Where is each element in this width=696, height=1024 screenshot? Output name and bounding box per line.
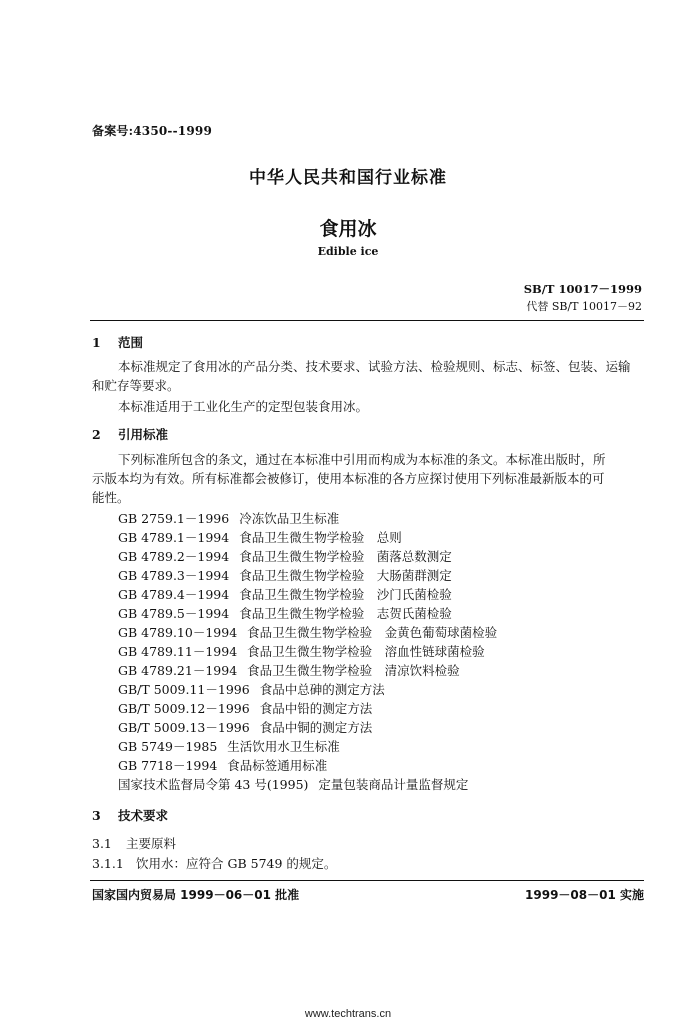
scope-paragraph-2 xyxy=(92,397,644,416)
reference-code: GB 5749－1985 xyxy=(118,739,218,754)
reference-name: 食品中总砷的测定方法 xyxy=(259,682,385,697)
standard-title: 中华人民共和国行业标准 xyxy=(249,168,447,188)
reference-name: 食品中铜的测定方法 xyxy=(259,720,373,735)
reference-item xyxy=(118,718,497,737)
reference-name: 食品卫生微生物学检验 沙门氏菌检验 xyxy=(239,587,452,602)
text-line: 能性。 xyxy=(92,490,130,505)
reference-name: 食品卫生微生物学检验 总则 xyxy=(239,530,402,545)
implementation-date: 1999－08－01 实施 xyxy=(525,888,644,902)
section-number: 3 xyxy=(92,808,101,823)
reference-code: GB 4789.2－1994 xyxy=(118,549,230,564)
reference-name: 食品中铅的测定方法 xyxy=(259,701,373,716)
subsection-title: 主要原料 xyxy=(126,836,177,851)
reference-item xyxy=(118,661,497,680)
text-line: 本标准规定了食用冰的产品分类、技术要求、试验方法、检验规则、标志、标签、包装、运输 xyxy=(118,359,631,374)
section-technical-heading xyxy=(92,806,168,824)
reference-list xyxy=(118,509,497,794)
reference-code: GB 2759.1－1996 xyxy=(118,511,230,526)
reference-name: 冷冻饮品卫生标准 xyxy=(239,511,340,526)
reference-code: GB 4789.11－1994 xyxy=(118,644,238,659)
subsection-3-1-1 xyxy=(92,854,336,872)
reference-item xyxy=(118,699,497,718)
reference-code: GB 4789.1－1994 xyxy=(118,530,230,545)
references-intro xyxy=(92,450,644,507)
reference-name: 食品卫生微生物学检验 溶血性链球菌检验 xyxy=(247,644,485,659)
reference-name: 食品标签通用标准 xyxy=(227,758,328,773)
subsection-text: 饮用水：应符合 GB 5749 的规定。 xyxy=(136,856,337,871)
section-number: 1 xyxy=(92,335,101,350)
reference-code: GB 7718－1994 xyxy=(118,758,218,773)
reference-item xyxy=(118,585,497,604)
reference-name: 食品卫生微生物学检验 金黄色葡萄球菌检验 xyxy=(247,625,498,640)
section-number: 2 xyxy=(92,427,101,442)
reference-item xyxy=(118,680,497,699)
header-divider xyxy=(90,320,644,321)
reference-code: GB 4789.3－1994 xyxy=(118,568,230,583)
reference-code: GB/T 5009.11－1996 xyxy=(118,682,250,697)
reference-code: GB/T 5009.13－1996 xyxy=(118,720,250,735)
section-title: 范围 xyxy=(118,335,144,350)
section-scope-heading xyxy=(92,333,143,351)
text-line: 和贮存等要求。 xyxy=(92,378,180,393)
document-title: 食用冰 xyxy=(319,218,377,240)
reference-name: 食品卫生微生物学检验 大肠菌群测定 xyxy=(239,568,452,583)
text-line: 本标准适用于工业化生产的定型包装食用冰。 xyxy=(118,399,369,414)
reference-item xyxy=(118,775,497,794)
reference-code: GB 4789.10－1994 xyxy=(118,625,238,640)
reference-item xyxy=(118,737,497,756)
section-references-heading xyxy=(92,425,168,443)
reference-name: 食品卫生微生物学检验 菌落总数测定 xyxy=(239,549,452,564)
reference-item xyxy=(118,642,497,661)
text-line: 下列标准所包含的条文，通过在本标准中引用而构成为本标准的条文。本标准出版时，所 xyxy=(118,452,606,467)
section-title: 引用标准 xyxy=(118,427,169,442)
reference-code: GB 4789.21－1994 xyxy=(118,663,238,678)
reference-item xyxy=(118,623,497,642)
reference-item xyxy=(118,547,497,566)
subsection-3-1 xyxy=(92,834,176,852)
scope-paragraph-1 xyxy=(92,357,644,395)
section-title: 技术要求 xyxy=(118,808,169,823)
reference-item xyxy=(118,509,497,528)
reference-code: GB/T 5009.12－1996 xyxy=(118,701,250,716)
reference-code: GB 4789.5－1994 xyxy=(118,606,230,621)
reference-name: 定量包装商品计量监督规定 xyxy=(318,777,469,792)
standard-number: SB/T 10017－1999 xyxy=(523,282,642,296)
subsection-number: 3.1 xyxy=(92,836,112,851)
record-number: 备案号:4350--1999 xyxy=(92,124,212,138)
reference-item xyxy=(118,528,497,547)
reference-name: 食品卫生微生物学检验 清凉饮料检验 xyxy=(247,663,460,678)
replaces-standard: 代替 SB/T 10017－92 xyxy=(526,300,642,313)
reference-item xyxy=(118,566,497,585)
text-line: 示版本均为有效。所有标准都会被修订，使用本标准的各方应探讨使用下列标准最新版本的可 xyxy=(92,471,605,486)
subsection-number: 3.1.1 xyxy=(92,856,124,871)
reference-code: 国家技术监督局令第 43 号(1995) xyxy=(118,777,309,792)
reference-item xyxy=(118,604,497,623)
approval-line: 国家国内贸易局 1999－06－01 批准 xyxy=(92,888,300,902)
footer-divider xyxy=(90,880,644,881)
document-subtitle: Edible ice xyxy=(317,245,379,258)
watermark-url: www.techtrans.cn xyxy=(304,1008,392,1020)
reference-code: GB 4789.4－1994 xyxy=(118,587,230,602)
reference-item xyxy=(118,756,497,775)
reference-name: 生活饮用水卫生标准 xyxy=(227,739,340,754)
reference-name: 食品卫生微生物学检验 志贺氏菌检验 xyxy=(239,606,452,621)
